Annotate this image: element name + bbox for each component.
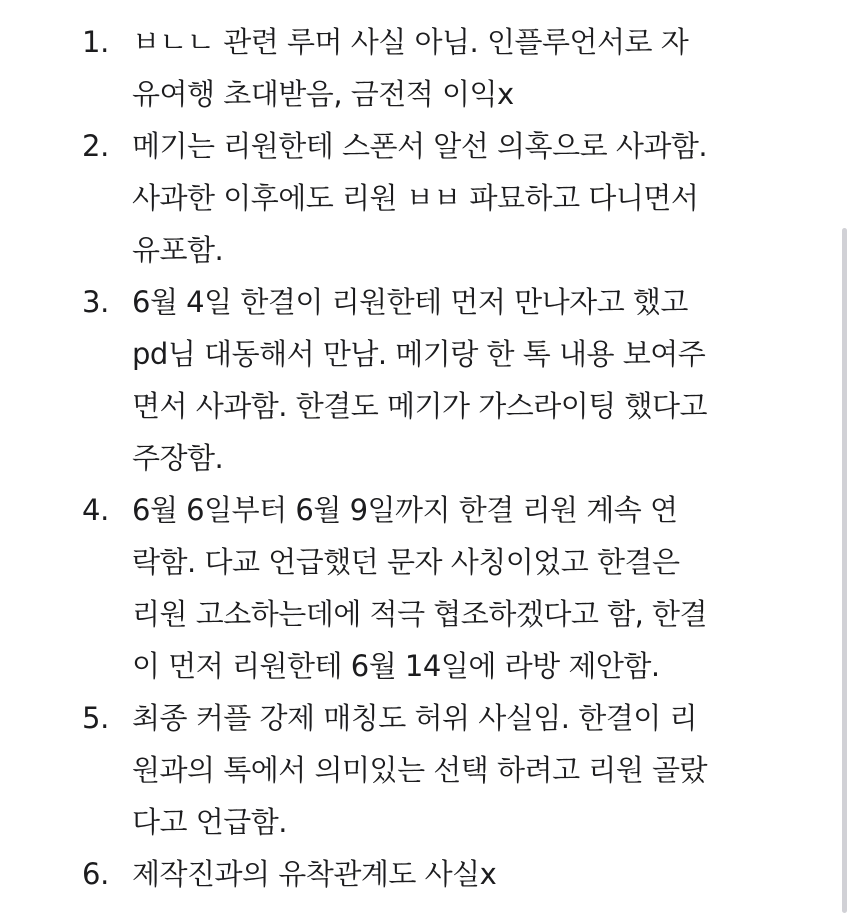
list-item-number: 3. (82, 285, 110, 319)
text-line: 유여행 초대받음, 금전적 이익x (132, 77, 514, 111)
text-line: 면서 사과함. 한결도 메기가 가스라이팅 했다고 (132, 389, 708, 423)
list-item-text (132, 16, 812, 120)
list-item (82, 16, 812, 120)
list-item-number: 6. (82, 857, 110, 891)
list-item-number: 5. (82, 701, 110, 735)
text-line: 이 먼저 리원한테 6월 14일에 라방 제안함. (132, 649, 660, 683)
list-item-text (132, 120, 812, 276)
list-item (82, 120, 812, 276)
text-line: 다고 언급함. (132, 805, 288, 839)
text-line: 주장함. (132, 441, 224, 475)
text-line: 6월 6일부터 6월 9일까지 한결 리원 계속 연 (132, 493, 678, 527)
text-line: 유포함. (132, 233, 224, 267)
list-item-number: 4. (82, 493, 110, 527)
list-item (82, 276, 812, 484)
text-line: 락함. 다교 언급했던 문자 사칭이었고 한결은 (132, 545, 680, 579)
text-line: pd님 대동해서 만남. 메기랑 한 톡 내용 보여주 (132, 337, 706, 371)
text-line: ㅂㄴㄴ 관련 루머 사실 아님. 인플루언서로 자 (132, 25, 689, 59)
text-line: 사과한 이후에도 리원 ㅂㅂ 파묘하고 다니면서 (132, 181, 699, 215)
numbered-list (82, 16, 812, 900)
text-line: 리원 고소하는데에 적극 협조하겠다고 함, 한결 (132, 597, 708, 631)
list-item (82, 484, 812, 692)
text-line: 제작진과의 유착관계도 사실x (132, 857, 497, 891)
text-line: 최종 커플 강제 매칭도 허위 사실임. 한결이 리 (132, 701, 697, 735)
list-item (82, 848, 812, 900)
list-item-number: 2. (82, 129, 110, 163)
list-item-text (132, 276, 812, 484)
text-line: 원과의 톡에서 의미있는 선택 하려고 리원 골랐 (132, 753, 708, 787)
list-item-text (132, 692, 812, 848)
list-item (82, 692, 812, 848)
text-line: 메기는 리원한테 스폰서 알선 의혹으로 사과함. (132, 129, 708, 163)
vertical-scrollbar[interactable] (842, 228, 847, 913)
list-item-text (132, 848, 812, 900)
text-line: 6월 4일 한결이 리원한테 먼저 만나자고 했고 (132, 285, 688, 319)
list-item-number: 1. (82, 25, 110, 59)
list-item-text (132, 484, 812, 692)
